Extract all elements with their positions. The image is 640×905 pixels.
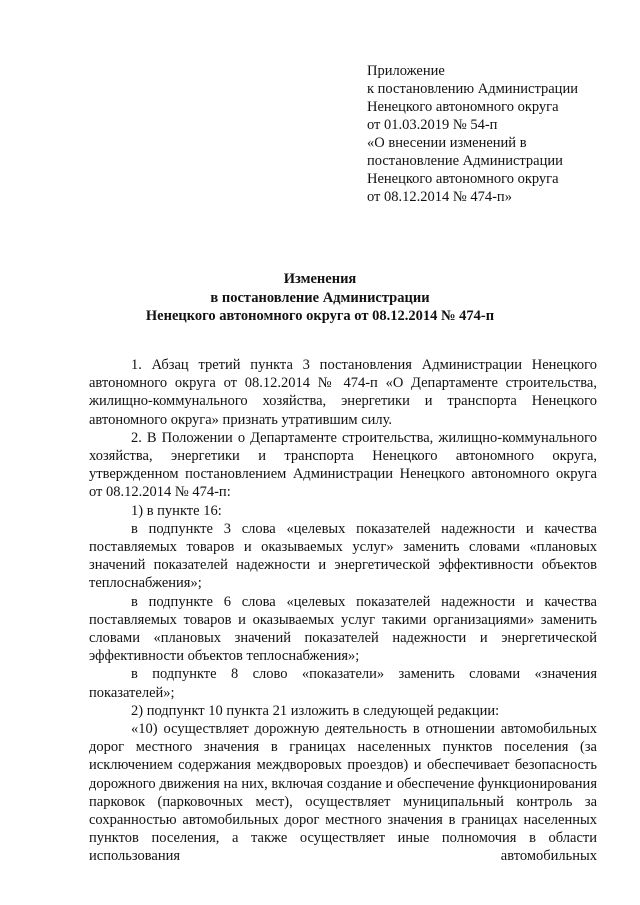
title-line: Изменения <box>283 271 357 287</box>
appendix-line: Ненецкого автономного округа <box>367 99 559 115</box>
paragraph: «10) осуществляет дорожную деятельность в отношении автомобильных дорог местного значения в границах населенных пунктов поселения (за исключением содержания междворовых проездов) и обеспечивает безопасность дорожного движения на них, включая создание и обеспечение функционирования парковок (парковочных мест), осуществляет муниципальный контроль за сохранностью автомобильных дорог местного значения в границах населенных пунктов поселения, а также осуществляет иные полномочия в области использования автомобильных <box>89 721 597 865</box>
document-title <box>0 270 640 326</box>
paragraph: 1. Абзац третий пункта 3 постановления Администрации Ненецкого автономного округа от 08.12.2014 № 474-п «О Департаменте строительства, жилищно-коммунального хозяйства, энергетики и транспорта Ненецкого автономного округа» признать утратившим силу. <box>89 357 597 428</box>
appendix-line: постановление Администрации <box>367 153 563 169</box>
appendix-line: от 01.03.2019 № 54-п <box>367 117 498 133</box>
appendix-line: Ненецкого автономного округа <box>367 171 559 187</box>
paragraph: 2. В Положении о Департаменте строительства, жилищно-коммунального хозяйства, энергетики и транспорта Ненецкого автономного округа, утвержденном постановлением Администрации Ненецкого автономного округа от 08.12.2014 № 474-п: <box>89 429 597 501</box>
paragraph: 1) в пункте 16: <box>131 502 222 519</box>
document-body <box>89 356 597 866</box>
appendix-line: Приложение <box>367 63 445 79</box>
paragraph: 2) подпункт 10 пункта 21 изложить в следующей редакции: <box>131 702 500 719</box>
title-line: в постановление Администрации <box>210 289 430 306</box>
paragraph: в подпункте 8 слово «показатели» заменить словами «значения показателей»; <box>89 666 597 701</box>
paragraph: в подпункте 3 слова «целевых показателей надежности и качества поставляемых товаров и оказываемых услуг» заменить словами «плановых значений показателей надежности и энергетической эффективности объектов теплоснабжения»; <box>89 520 597 592</box>
appendix-block <box>367 62 627 206</box>
appendix-line: к постановлению Администрации <box>367 81 578 97</box>
appendix-line: «О внесении изменений в <box>367 135 527 151</box>
appendix-line: от 08.12.2014 № 474-п» <box>367 189 512 205</box>
title-line: Ненецкого автономного округа от 08.12.2014 № 474-п <box>145 308 495 324</box>
paragraph: в подпункте 6 слова «целевых показателей надежности и качества поставляемых товаров и оказываемых услуг такими организациями» заменить словами «плановых значений показателей надежности и энергетической эффективности объектов теплоснабжения»; <box>89 593 597 665</box>
